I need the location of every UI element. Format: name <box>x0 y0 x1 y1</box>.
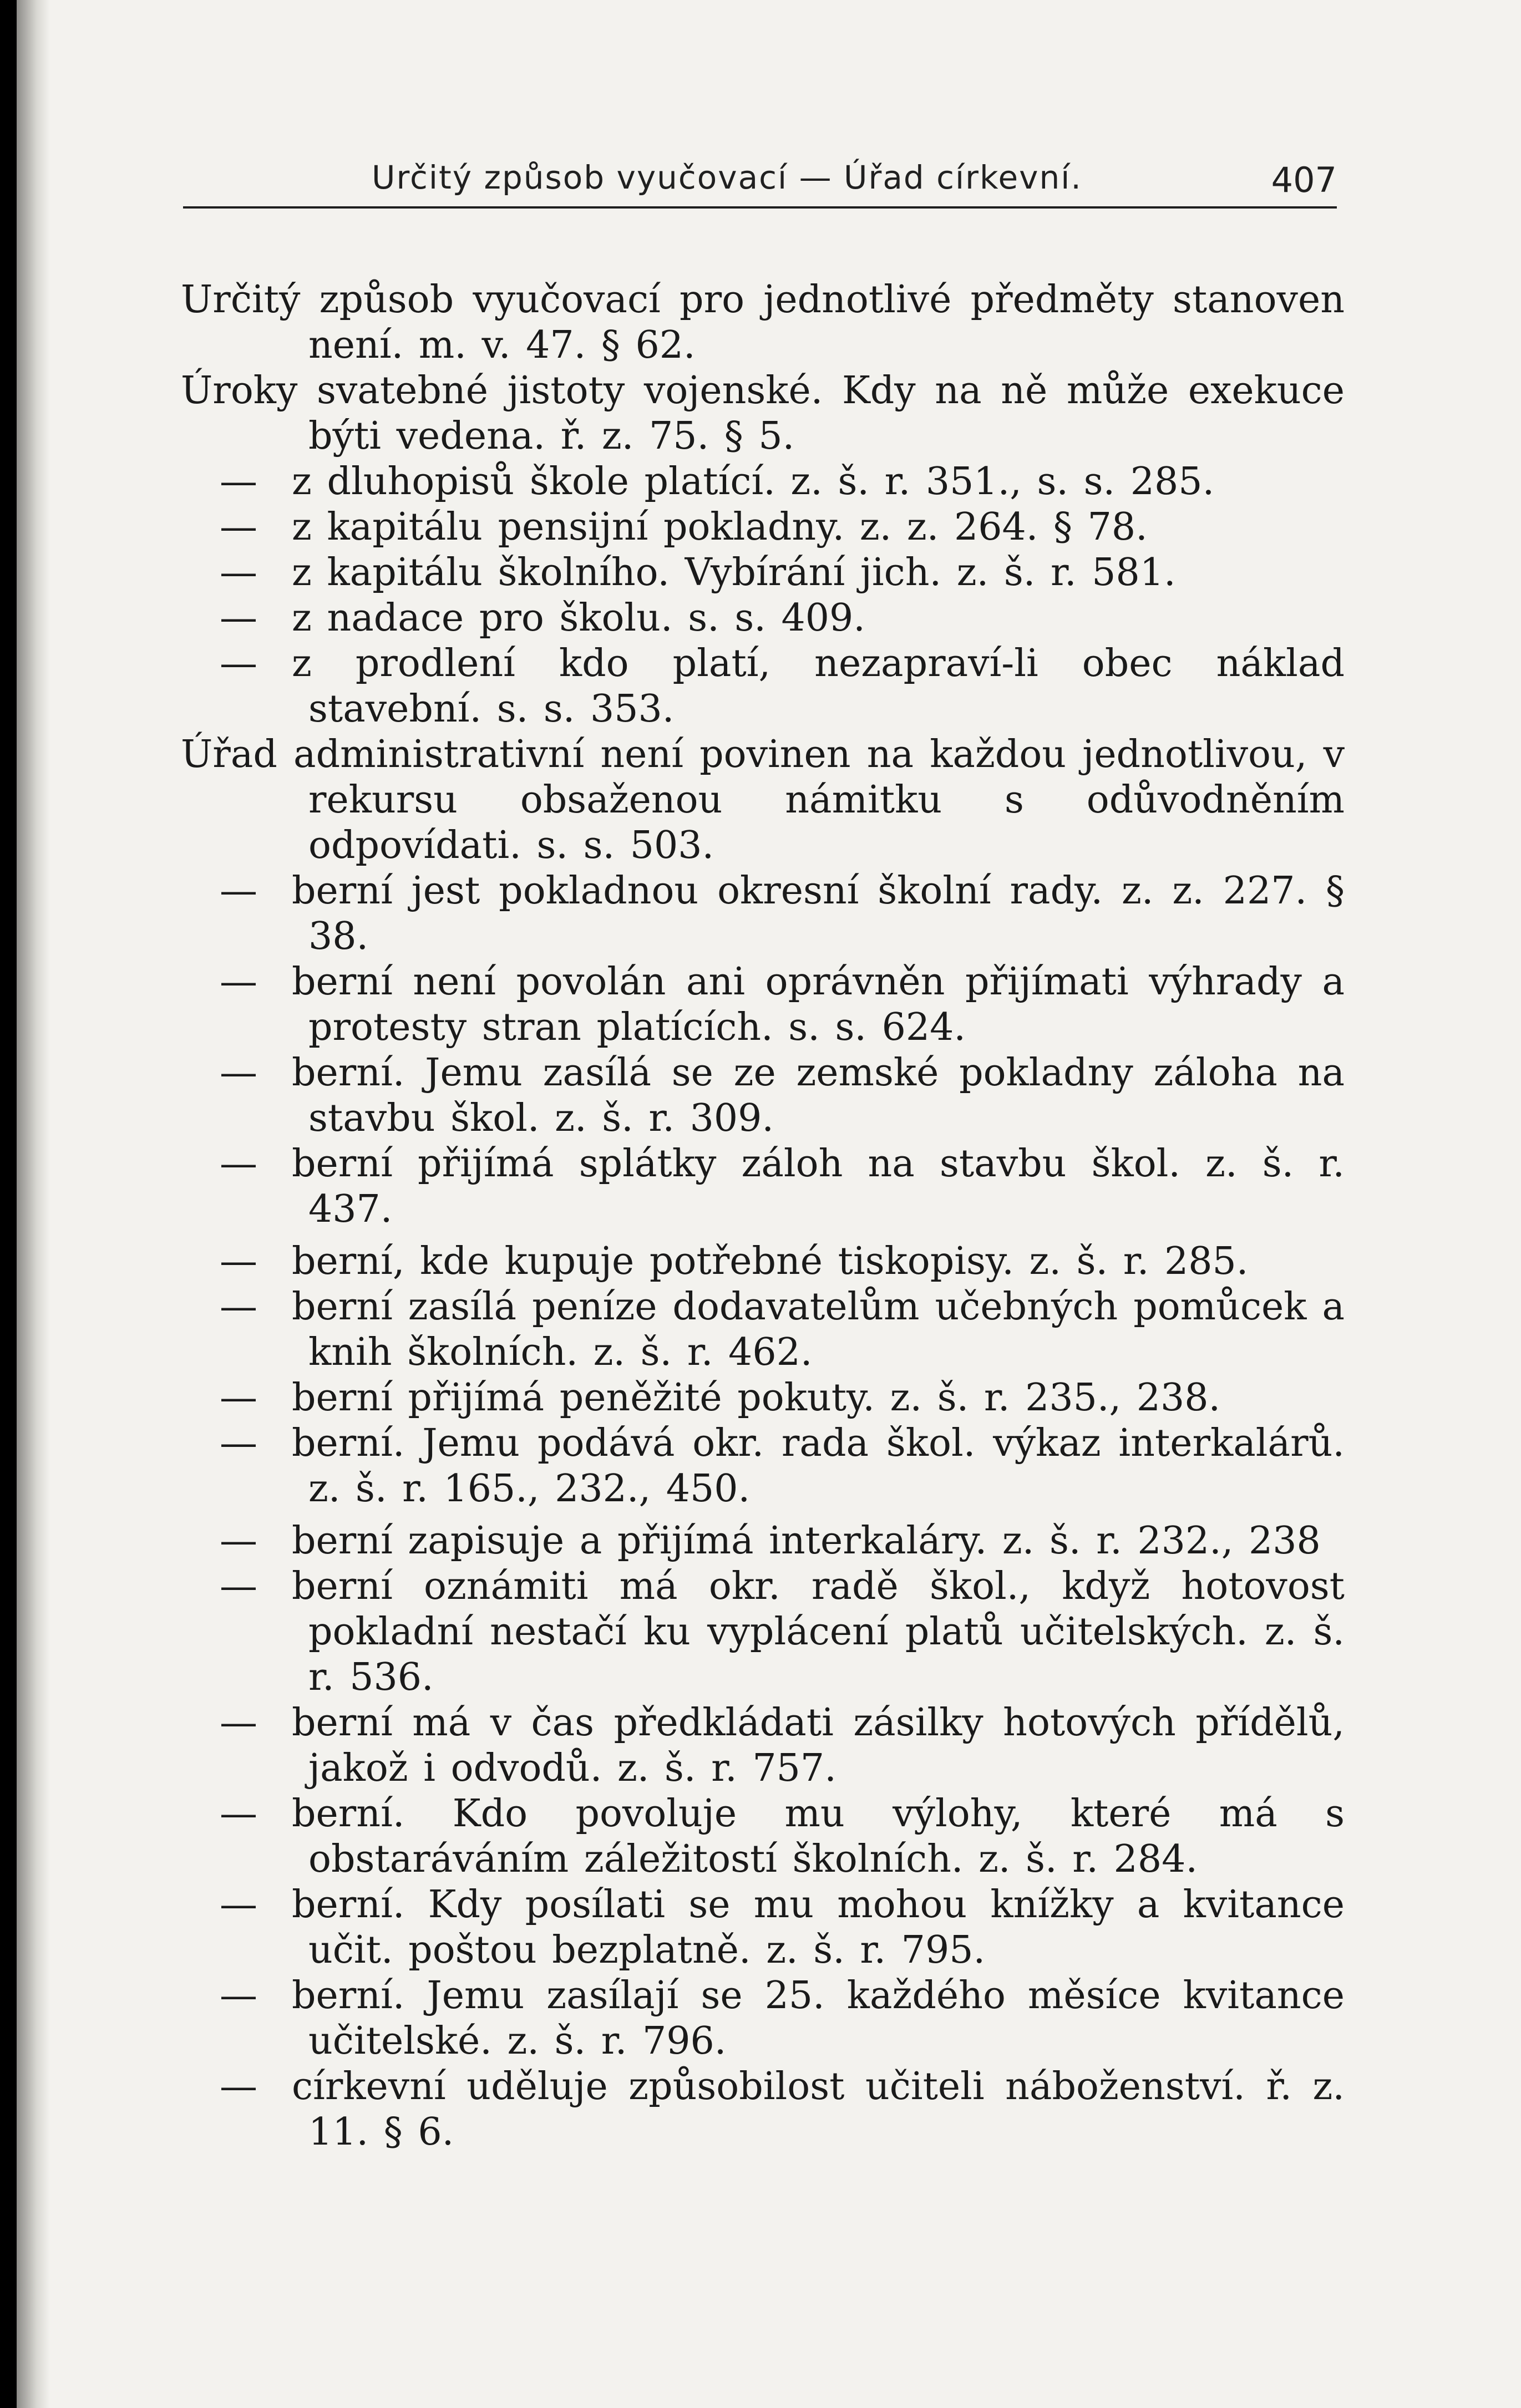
index-entry: Určitý způsob vyučovací pro jednotlivé předměty stanoven není. m. v. 47. § 62. <box>181 278 1345 367</box>
index-subentry: — berní. Jemu zasílá se ze zemské pokladny záloha na stavbu škol. z. š. r. 309. <box>181 1050 1345 1141</box>
index-entry: Úroky svatebné jistoty vojenské. Kdy na ně může exekuce býti vedena. ř. z. 75. § 5. <box>181 369 1345 458</box>
index-entries <box>181 277 1345 2191</box>
index-subentry: — církevní uděluje způsobilost učiteli náboženství. ř. z. 11. § 6. <box>181 2064 1345 2155</box>
index-subentry: — z kapitálu školního. Vybírání jich. z. š. r. 581. <box>181 550 1345 596</box>
index-subentry: — berní přijímá peněžité pokuty. z. š. r. 235., 238. <box>181 1375 1345 1421</box>
index-subentry: — berní. Jemu zasílají se 25. každého měsíce kvitance učitelské. z. š. r. 796. <box>181 1973 1345 2064</box>
index-subentry: — berní oznámiti má okr. radě škol., když hotovost pokladní nestačí ku vyplácení platů učitelských. z. š. r. 536. <box>181 1564 1345 1700</box>
index-subentry: — berní zapisuje a přijímá interkaláry. z. š. r. 232., 238 <box>181 1518 1345 1564</box>
index-subentry: — z prodlení kdo platí, nezapraví-li obec náklad stavební. s. s. 353. <box>181 641 1345 732</box>
index-subentry: — berní. Jemu podává okr. rada škol. výkaz interkalárů. z. š. r. 165., 232., 450. <box>181 1421 1345 1512</box>
index-subentry: — berní má v čas předkládati zásilky hotových přídělů, jakož i odvodů. z. š. r. 757. <box>181 1700 1345 1791</box>
book-page <box>17 0 1521 2408</box>
index-subentry: — z dluhopisů škole platící. z. š. r. 351., s. s. 285. <box>181 459 1345 505</box>
page-number: 407 <box>1271 160 1337 200</box>
index-subentry: — berní. Kdy posílati se mu mohou knížky a kvitance učit. poštou bezplatně. z. š. r. 795. <box>181 1882 1345 1973</box>
index-subentry: — z nadace pro školu. s. s. 409. <box>181 596 1345 641</box>
running-title: Určitý způsob vyučovací — Úřad církevní. <box>372 159 1082 196</box>
index-subentry: — berní jest pokladnou okresní školní rady. z. z. 227. § 38. <box>181 868 1345 959</box>
index-subentry: — berní zasílá peníze dodavatelům učebných pomůcek a knih školních. z. š. r. 462. <box>181 1284 1345 1375</box>
index-subentry: — berní přijímá splátky záloh na stavbu škol. z. š. r. 437. <box>181 1141 1345 1232</box>
index-entry: Úřad administrativní není povinen na každou jednotlivou, v rekursu obsaženou námitku s odůvodněním odpovídati. s. s. 503. <box>181 733 1345 867</box>
page-header <box>183 145 1337 209</box>
index-subentry: — berní. Kdo povoluje mu výlohy, které má s obstaráváním záležitostí školních. z. š. r. 284. <box>181 1791 1345 1882</box>
index-subentry: — berní není povolán ani oprávněn přijímati výhrady a protesty stran platících. s. s. 624. <box>181 959 1345 1050</box>
page-spine-shadow <box>17 0 50 2408</box>
index-subentry: — z kapitálu pensijní pokladny. z. z. 264. § 78. <box>181 505 1345 550</box>
index-subentry: — berní, kde kupuje potřebné tiskopisy. z. š. r. 285. <box>181 1239 1345 1284</box>
